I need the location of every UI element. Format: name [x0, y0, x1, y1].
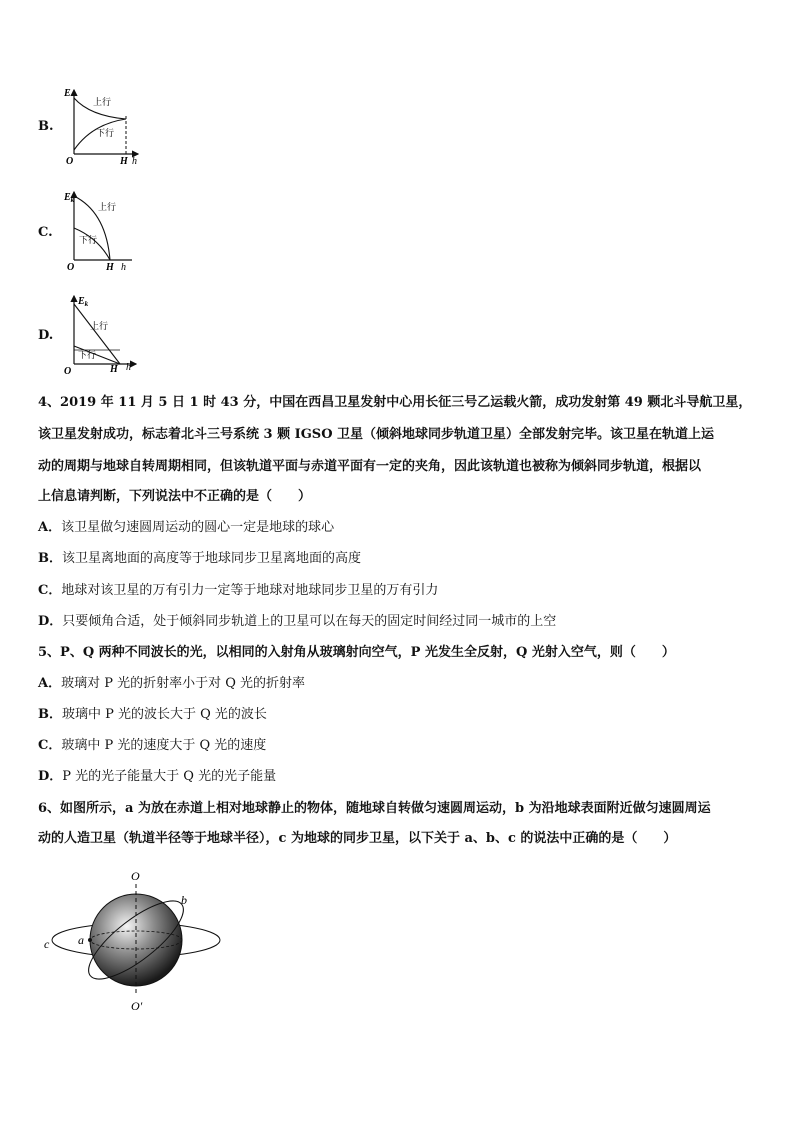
point-a — [88, 938, 92, 942]
graph-b — [60, 84, 142, 166]
option-d-letter: D. — [38, 328, 54, 343]
graph-d — [60, 292, 142, 378]
pole-top-label: O — [131, 869, 140, 883]
q5-option-a: A．玻璃对 P 光的折射率小于对 Q 光的折射率 — [38, 676, 306, 691]
option-b-letter: B. — [38, 119, 54, 134]
graph-c — [60, 188, 142, 274]
origin-label: O — [66, 156, 74, 166]
h-mark-label: H — [120, 156, 128, 166]
origin-label: O — [64, 366, 72, 377]
y-axis-label: E — [64, 88, 71, 99]
lower-label: 下行 — [78, 350, 97, 360]
q6-line-2: 动的人造卫星（轨道半径等于地球半径），c 为地球的同步卫星，以下关于 a、b、c 的说法中正确的是（ ） — [38, 831, 677, 846]
y-axis-label: $E_k$ — [78, 296, 89, 308]
q4-option-b: B．该卫星离地面的高度等于地球同步卫星离地面的高度 — [38, 551, 362, 566]
q4-option-a: A．该卫星做匀速圆周运动的圆心一定是地球的球心 — [38, 520, 335, 535]
y-axis-label: $E_k$ — [64, 192, 75, 204]
label-c: c — [44, 937, 50, 951]
q5-option-d: D．P 光的光子能量大于 Q 光的光子能量 — [38, 769, 277, 784]
q4-line-1: 4、2019 年 11 月 5 日 1 时 43 分，中国在西昌卫星发射中心用长征三号乙运载火箭，成功发射第 49 颗北斗导航卫星， — [38, 395, 752, 410]
x-axis-label: h — [121, 262, 126, 273]
label-b: b — [181, 893, 187, 907]
upper-label: 上行 — [98, 202, 117, 212]
origin-label: O — [67, 262, 75, 273]
x-axis-label: h — [126, 362, 131, 373]
q5-option-c: C．玻璃中 P 光的速度大于 Q 光的速度 — [38, 738, 267, 753]
q4-line-2: 该卫星发射成功，标志着北斗三号系统 3 颗 IGSO 卫星（倾斜地球同步轨道卫星）全部发射完毕。该卫星在轨道上运 — [38, 427, 715, 442]
option-c-letter: C. — [38, 225, 53, 240]
q4-option-c: C．地球对该卫星的万有引力一定等于地球对地球同步卫星的万有引力 — [38, 583, 439, 598]
q5-option-b: B．玻璃中 P 光的波长大于 Q 光的波长 — [38, 707, 267, 722]
q4-line-3: 动的周期与地球自转周期相同，但该轨道平面与赤道平面有一定的夹角，因此该轨道也被称为倾斜同步轨道，根据以 — [38, 459, 702, 474]
lower-label: 下行 — [96, 128, 115, 138]
q6-line-1: 6、如图所示，a 为放在赤道上相对地球静止的物体，随地球自转做匀速圆周运动，b 为沿地球表面附近做匀速圆周运 — [38, 801, 711, 816]
upper-label: 上行 — [93, 97, 112, 107]
x-axis-label: h — [132, 156, 137, 166]
q4-line-4: 上信息请判断，下列说法中不正确的是（ ） — [38, 489, 312, 504]
h-mark-label: H — [106, 262, 114, 273]
earth-orbit-figure — [38, 864, 228, 1014]
q5-stem: 5、P、Q 两种不同波长的光，以相同的入射角从玻璃射向空气，P 光发生全反射，Q 光射入空气，则（ ） — [38, 645, 675, 660]
label-a: a — [78, 933, 84, 947]
upper-label: 上行 — [90, 321, 109, 331]
lower-label: 下行 — [79, 235, 98, 245]
q4-option-d: D．只要倾角合适，处于倾斜同步轨道上的卫星可以在每天的固定时间经过同一城市的上空 — [38, 614, 557, 629]
pole-bottom-label: O′ — [131, 999, 143, 1013]
h-mark-label: H — [110, 364, 118, 375]
